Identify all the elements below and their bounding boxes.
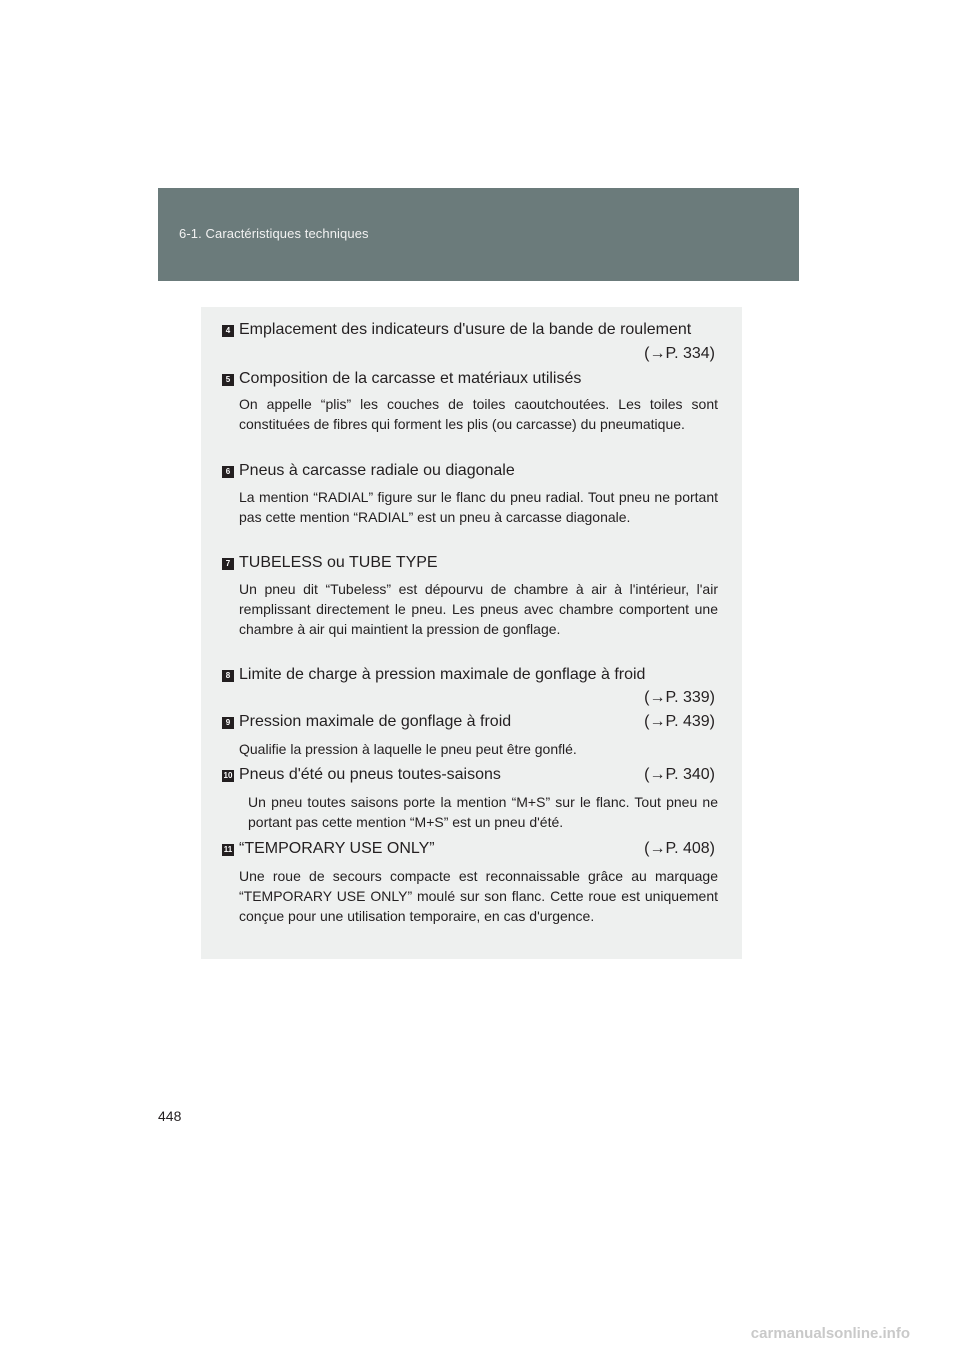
page-reference: (→P. 334)	[644, 345, 715, 362]
section-title: 6-1. Caractéristiques techniques	[179, 226, 369, 241]
page-reference: (→P. 408)	[644, 840, 715, 857]
item-description: La mention “RADIAL” figure sur le flanc du pneu radial. Tout pneu ne portant pas cette mention “RADIAL” est un pneu à carcasse diagonale.	[239, 489, 718, 525]
content-box	[201, 307, 742, 959]
item-description: Qualifie la pression à laquelle le pneu peut être gonflé.	[239, 741, 577, 757]
item-description: Un pneu dit “Tubeless” est dépourvu de chambre à air à l'intérieur, l'air remplissant directement le pneu. Les pneus avec chambre comportent une chambre à air qui maintient la pression de gonflage.	[239, 581, 718, 637]
item-description: Une roue de secours compacte est reconnaissable grâce au marquage “TEMPORARY USE ONLY” moulé sur son flanc. Cette roue est uniquement conçue pour une utilisation temporaire, en cas d'urgence.	[239, 868, 718, 924]
item-description: Un pneu toutes saisons porte la mention “M+S” sur le flanc. Tout pneu ne portant pas cette mention “M+S” est un pneu d'été.	[248, 794, 718, 830]
item-heading: “TEMPORARY USE ONLY”	[239, 840, 435, 857]
item-heading: Emplacement des indicateurs d'usure de la bande de roulement	[239, 321, 692, 338]
page-reference: (→P. 439)	[644, 713, 715, 730]
item-number-badge: 10	[223, 771, 233, 780]
item-heading: Pneus à carcasse radiale ou diagonale	[239, 462, 515, 479]
page-reference: (→P. 339)	[644, 689, 715, 706]
item-heading: Pression maximale de gonflage à froid	[239, 713, 512, 730]
item-number-badge: 11	[223, 845, 233, 854]
page-reference: (→P. 340)	[644, 766, 715, 783]
item-heading: Limite de charge à pression maximale de gonflage à froid	[239, 666, 646, 683]
watermark: carmanualsonline.info	[750, 1325, 910, 1342]
item-number-badge: 6	[222, 466, 234, 478]
item-heading: Composition de la carcasse et matériaux utilisés	[239, 370, 582, 387]
item-number-badge: 4	[222, 325, 234, 337]
item-number-badge: 5	[222, 374, 234, 386]
item-number-badge: 7	[222, 558, 234, 570]
item-number-badge: 8	[222, 670, 234, 682]
item-heading: Pneus d'été ou pneus toutes-saisons	[239, 766, 501, 783]
item-number-badge: 9	[222, 717, 234, 729]
item-description: On appelle “plis” les couches de toiles caoutchoutées. Les toiles sont constituées de fibres qui forment les plis (ou carcasse) du pneumatique.	[239, 396, 718, 432]
item-heading: TUBELESS ou TUBE TYPE	[239, 554, 438, 571]
page-number: 448	[158, 1108, 182, 1124]
header-band	[158, 188, 799, 281]
